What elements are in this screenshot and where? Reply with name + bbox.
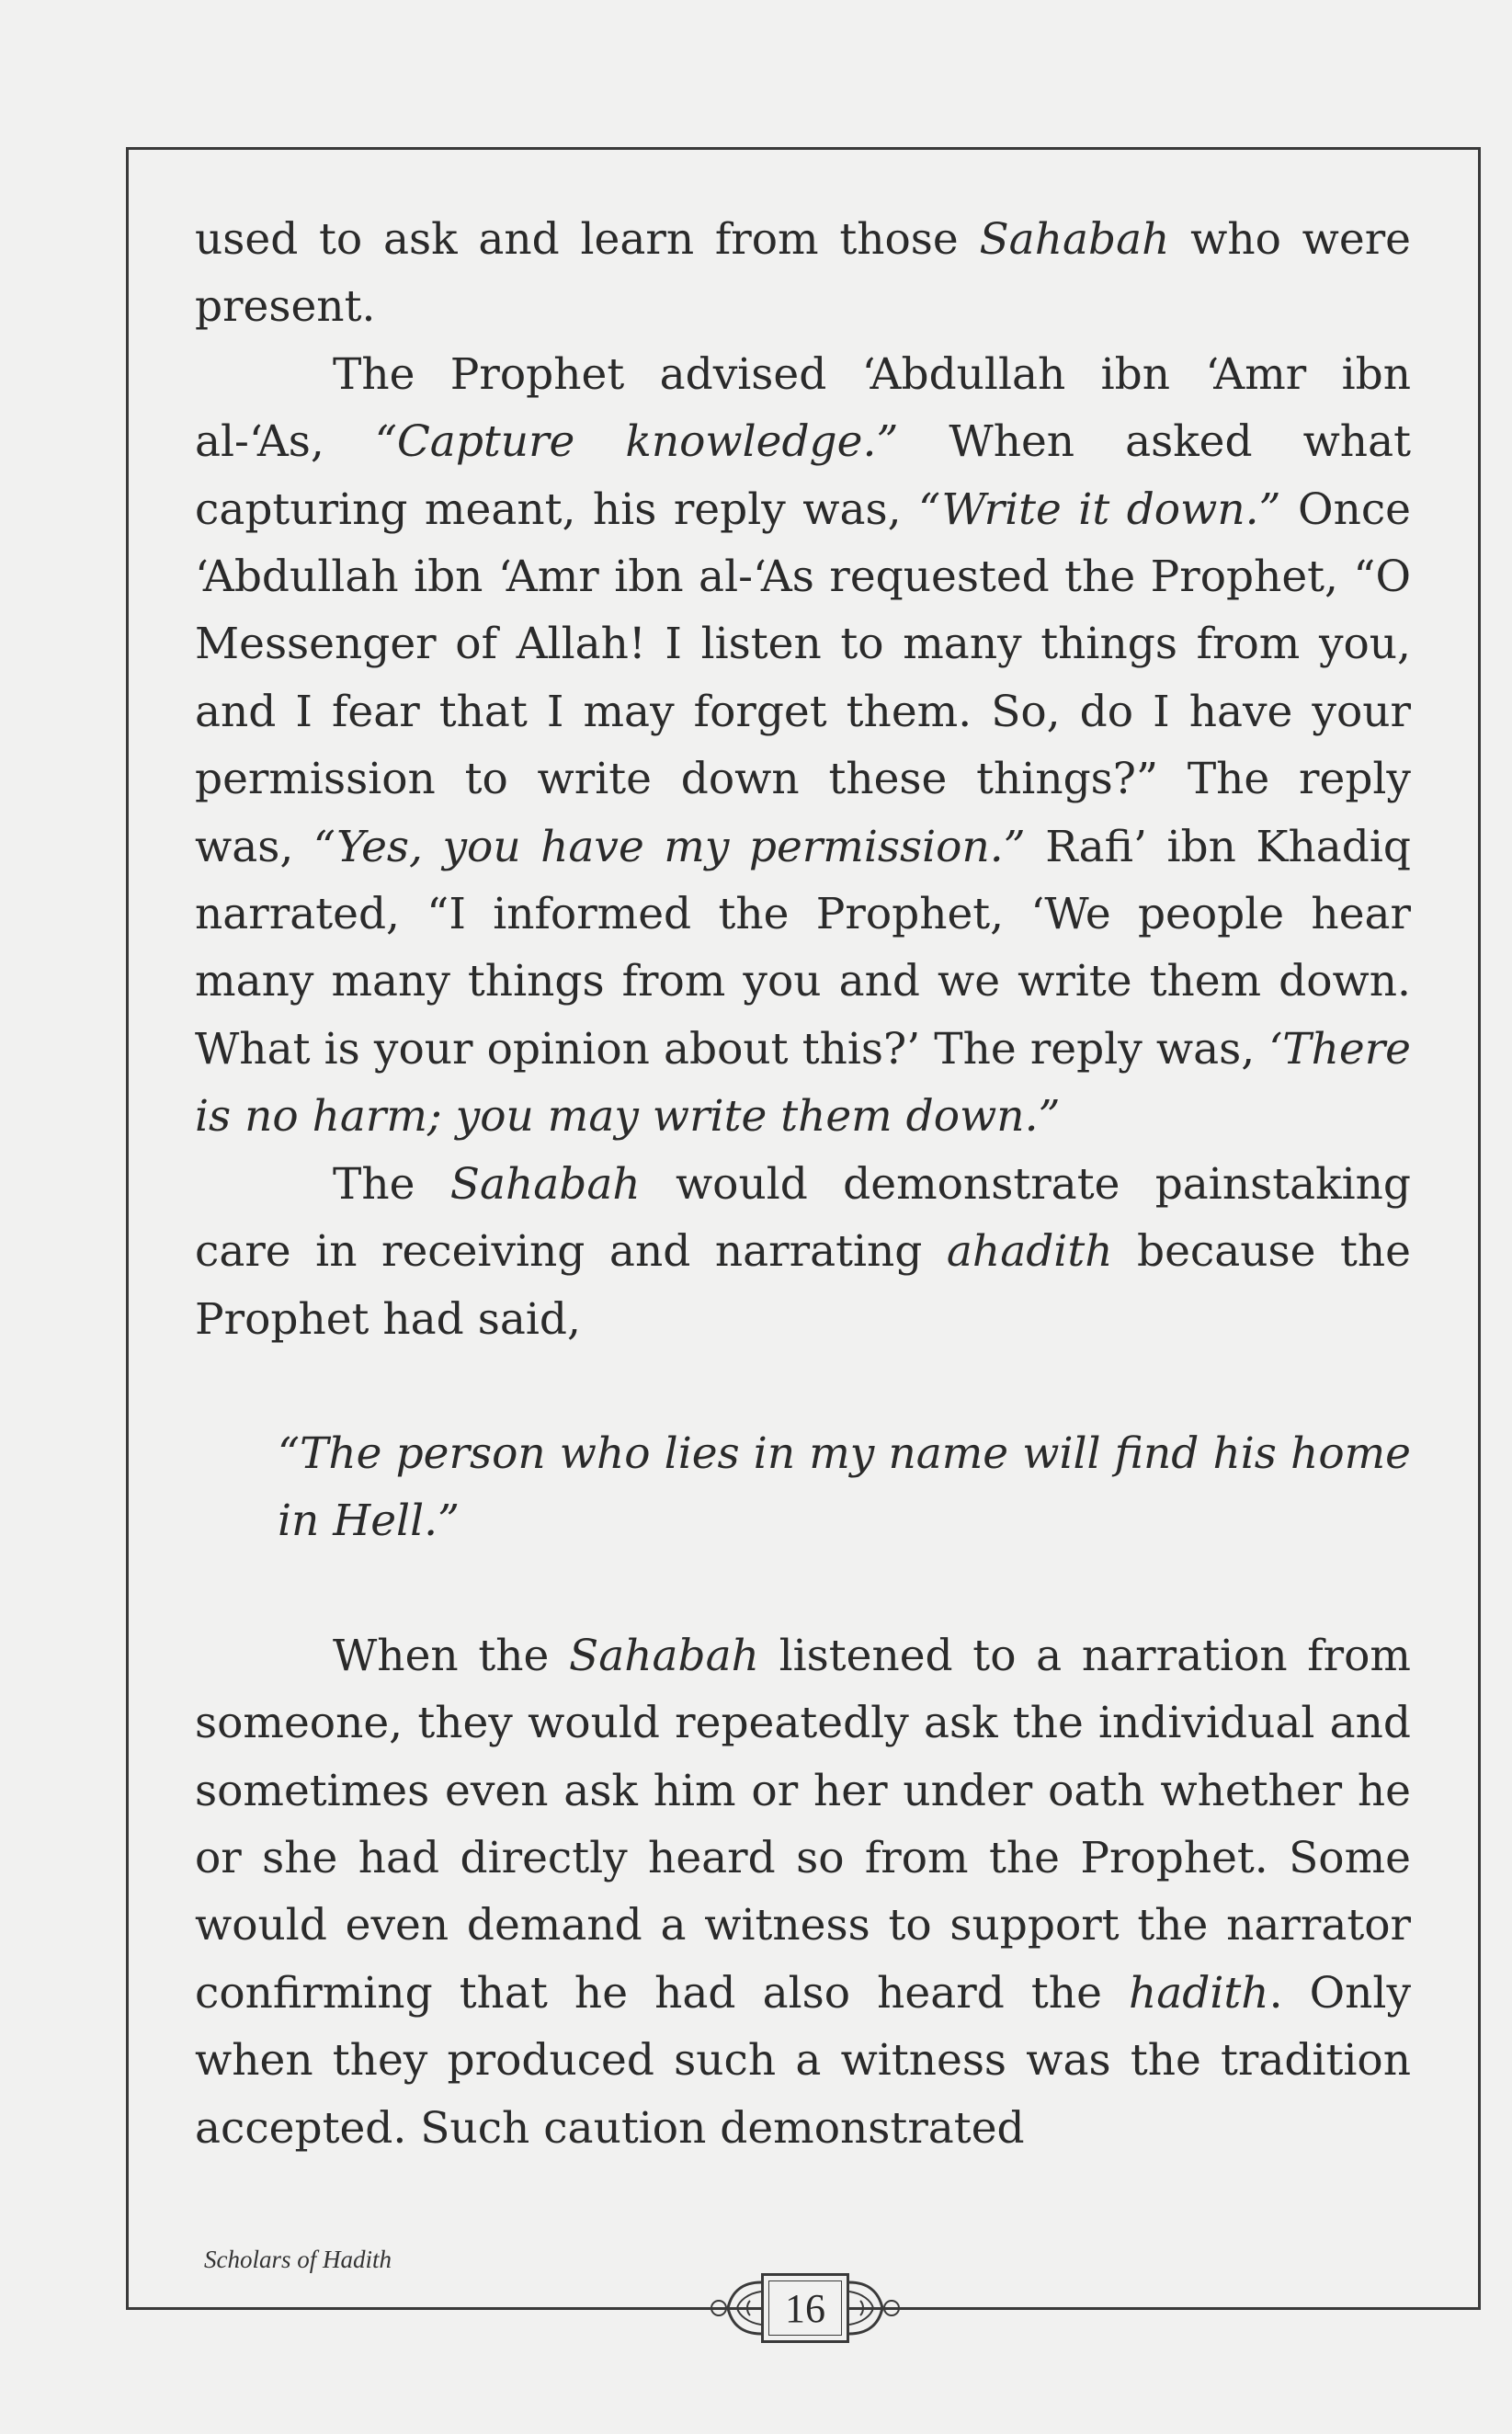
text-run: . Only when they produced such a witness was the tradition accepted. Such caution demonstrated xyxy=(195,1967,1412,2154)
italic-text: Sahabah xyxy=(979,214,1170,265)
text-run: When the xyxy=(333,1630,569,1681)
text-run: The Prophet advised ‘Abdullah ibn ‘Amr ibn al-‘As, xyxy=(195,348,1411,468)
paragraph xyxy=(195,341,1411,1151)
italic-text: hadith xyxy=(1129,1967,1269,2019)
paragraph xyxy=(195,206,1411,341)
italic-text: “Write it down.” xyxy=(918,483,1281,535)
italic-text: Sahabah xyxy=(569,1630,759,1681)
text-run: would demonstrate painstaking care in receiving and narrating xyxy=(195,1158,1412,1278)
right-ornament-icon xyxy=(849,2264,914,2352)
text-run: listened to a narration from someone, they would repeatedly ask the individual and sometimes even ask him or her under oath whether he or she had directly heard so from the Prophet. Some would even demand a witness to support the narrator confirming that he had also heard the xyxy=(195,1630,1412,2019)
running-footer-book-title: Scholars of Hadith xyxy=(204,2246,392,2273)
text-run: Rafi’ ibn Khadiq narrated, “I informed the Prophet, ‘We people hear many many things from you and we write them down. What is your opinion about this?’ The reply was, xyxy=(195,821,1411,1075)
italic-text: “Yes, you have my permission.” xyxy=(313,821,1026,872)
paragraph xyxy=(195,1622,1411,2162)
italic-text: “The person who lies in my name will find his home in Hell.” xyxy=(278,1427,1411,1547)
text-run: The xyxy=(333,1158,450,1210)
body-text xyxy=(195,206,1411,2162)
italic-text: ‘There is no harm; you may write them down.” xyxy=(195,1023,1411,1143)
hadith-quote xyxy=(278,1420,1411,1555)
text-run: who were present. xyxy=(195,214,1411,333)
text-run: used to ask and learn from those xyxy=(195,214,980,265)
italic-text: “Capture knowledge.” xyxy=(374,416,899,468)
text-run: because the Prophet had said, xyxy=(195,1226,1411,1345)
italic-text: Sahabah xyxy=(449,1158,641,1210)
paragraph xyxy=(195,1151,1411,1353)
page-number: 16 xyxy=(761,2273,849,2343)
text-run: When asked what capturing meant, his reply was, xyxy=(195,416,1411,535)
left-ornament-icon xyxy=(697,2264,761,2352)
italic-text: ahadith xyxy=(946,1226,1113,1278)
text-run: Once ‘Abdullah ibn ‘Amr ibn al-‘As requested the Prophet, “O Messenger of Allah! I listen to many things from you, and I fear that I may forget them. So, do I have your permission to write down these things?” The reply was, xyxy=(195,483,1411,872)
